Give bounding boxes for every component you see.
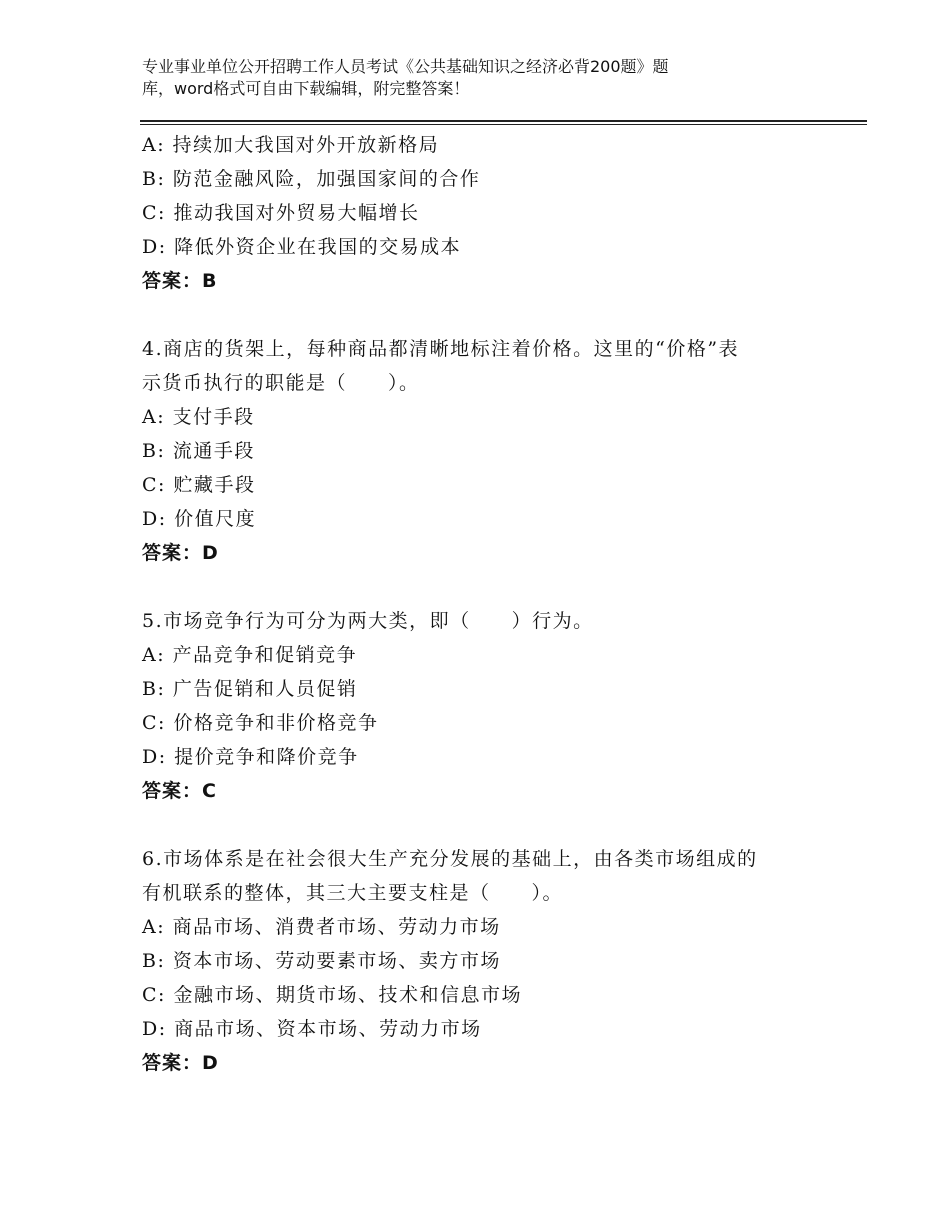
question-stem-line: 6.市场体系是在社会很大生产充分发展的基础上，由各类市场组成的 [142, 848, 758, 870]
option-c: C: 金融市场、期货市场、技术和信息市场 [142, 984, 522, 1006]
spacer [142, 570, 842, 604]
answer: 答案：D [142, 542, 219, 564]
option-b: B: 流通手段 [142, 440, 255, 462]
option-a: A: 支付手段 [142, 406, 255, 428]
option-d: D: 提价竞争和降价竞争 [142, 746, 359, 768]
option-a: A: 商品市场、消费者市场、劳动力市场 [142, 916, 501, 938]
spacer [142, 808, 842, 842]
option-c: C: 推动我国对外贸易大幅增长 [142, 202, 420, 224]
question-5 [142, 604, 842, 808]
option-d: D: 价值尺度 [142, 508, 257, 530]
option-a: A: 持续加大我国对外开放新格局 [142, 134, 440, 156]
header-line-1: 专业事业单位公开招聘工作人员考试《公共基础知识之经济必背200题》题 [142, 57, 669, 76]
question-6 [142, 842, 842, 1080]
question-stem-line: 5.市场竞争行为可分为两大类，即（ ）行为。 [142, 610, 594, 632]
question-list [142, 128, 842, 1080]
option-b: B: 广告促销和人员促销 [142, 678, 358, 700]
option-d: D: 降低外资企业在我国的交易成本 [142, 236, 462, 258]
option-b: B: 防范金融风险，加强国家间的合作 [142, 168, 481, 190]
answer: 答案：D [142, 1052, 219, 1074]
answer: 答案：B [142, 270, 218, 292]
option-c: C: 贮藏手段 [142, 474, 256, 496]
header-rule-thick [140, 120, 867, 122]
question-4 [142, 332, 842, 570]
question-stem-line: 4.商店的货架上，每种商品都清晰地标注着价格。这里的“价格”表 [142, 338, 740, 360]
answer: 答案：C [142, 780, 217, 802]
page-header [142, 56, 782, 100]
header-rule-thin [140, 124, 867, 125]
question-stem-line: 有机联系的整体，其三大主要支柱是（ ）。 [142, 882, 564, 904]
option-d: D: 商品市场、资本市场、劳动力市场 [142, 1018, 482, 1040]
option-b: B: 资本市场、劳动要素市场、卖方市场 [142, 950, 501, 972]
option-c: C: 价格竞争和非价格竞争 [142, 712, 379, 734]
header-line-2: 库，word格式可自由下载编辑，附完整答案！ [142, 79, 470, 98]
question-stem-line: 示货币执行的职能是（ ）。 [142, 372, 420, 394]
option-a: A: 产品竞争和促销竞争 [142, 644, 358, 666]
question-3 [142, 128, 842, 298]
spacer [142, 298, 842, 332]
